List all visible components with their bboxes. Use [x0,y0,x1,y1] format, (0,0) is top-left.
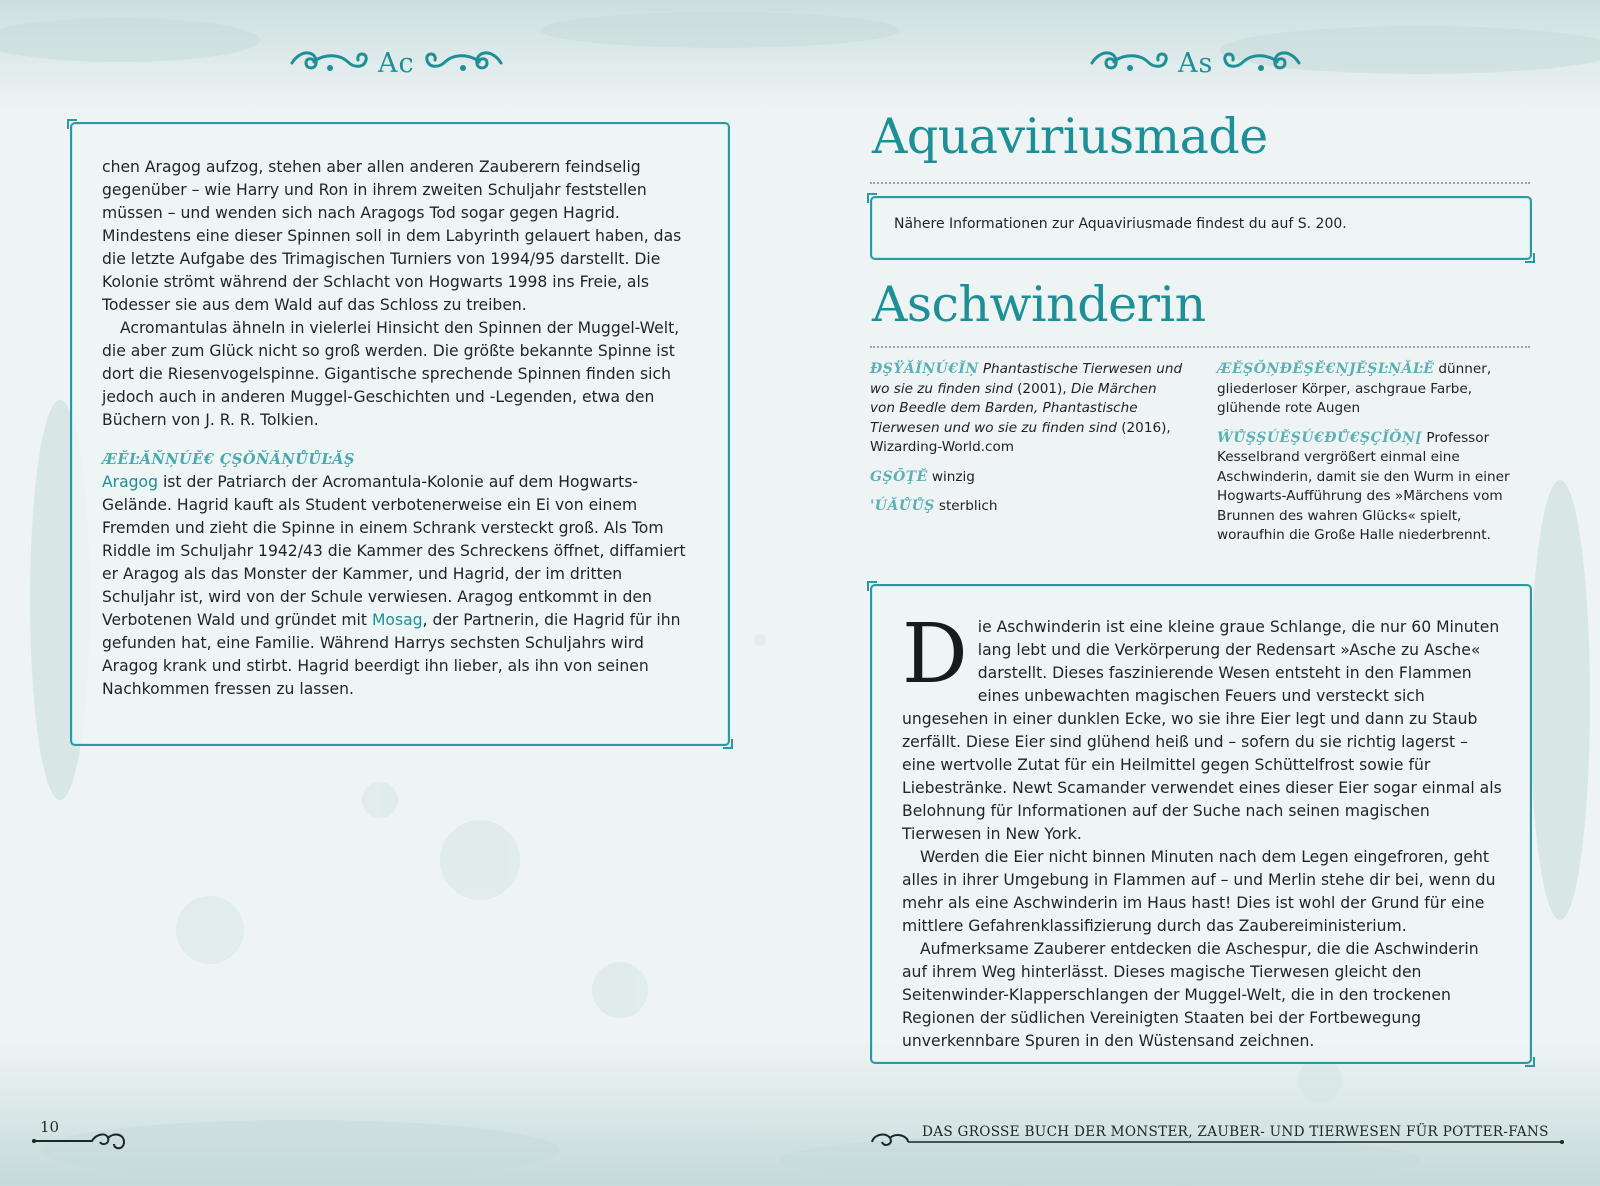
paragraph-text: ie Aschwinderin ist eine kleine graue Schlange, die nur 60 Minuten lang lebt und die Verkörperung der Redensart »Asche zu Asche« darstellt. Dieses faszinierende Wesen entsteht in den Flammen eines unbewachten magischen Feuers und versteckt sich ungesehen in einer dunklen Ecke, wo sie ihre Eier legt und dann zu Staub zerfällt. Diese Eier sind glühend heiß und – sofern du sie richtig lagerst – eine wertvolle Zutat für ein Heilmittel gegen Schüttelfrost sowie für Liebestränke. Newt Scamander verwendet eines dieser Eier sogar einmal als Belohnung für Informationen auf der Suche nach seinen magischen Tierwesen in New York. [902,618,1502,843]
info-label: ÆĔŞŎŅĐĔŞĔ€ŅJĔŞĿŅĂĿĔ [1217,361,1435,377]
note-box [870,196,1532,260]
entry-title-aquaviriusmade: Aquaviriusmade [872,108,1268,165]
paragraph: Aufmerksame Zauberer entdecken die Aschespur, die die Aschwinderin auf ihrem Weg hinterlässt. Dieses magische Tierwesen gleicht den Seitenwinder-Klapperschlangen der Muggel-Welt, die in den trockenen Regionen der südlichen Vereinigten Staaten bei der Fortbewegung unverkennbare Spuren in den Wüstensand zeichnen. [902,940,1479,1050]
folio-flourish-icon [32,1130,128,1152]
info-source-text-2: (2016), Wizarding-World.com [870,419,1171,455]
info-item-appearance [1217,360,1532,419]
paragraph: chen Aragog aufzog, stehen aber allen anderen Zauberern feindselig gegenüber – wie Harry und Ron in ihrem zweiten Schuljahr feststellen müssen – und wenden sich nach Aragogs Tod sogar gegen Hagrid. Mindestens eine dieser Spinnen soll in dem Labyrinth gelauert haben, das die letzte Aufgabe des Trimagischen Turniers von 1994/95 darstellt. Die Kolonie strömt während der Schlacht von Hogwarts 1998 ins Freie, als Todesser sie aus dem Wald auf das Schloss zu treiben. [102,158,682,314]
info-label: 'ÚĂŮŮŞ [870,498,935,514]
book-title-footer: DAS GROSSE BUCH DER MONSTER, ZAUBER- UND TIERWESEN FÜR POTTER-FANS [922,1124,1549,1140]
paragraph-with-dropcap [902,607,1502,846]
section-label: ÆĔĿĂŇŅÚĔ€ ÇŞŎŇĂŅŮŮĿĂŞ [102,451,355,468]
paragraph: Werden die Eier nicht binnen Minuten nach dem Legen eingefroren, geht alles in ihrer Umgebung in Flammen auf – und Merlin stehe dir bei, wenn du mehr als eine Aschwinderin im Haus hast! Dies ist wohl der Grund für eine mittlere Gefahrenklassifizierung durch das Zaubereiministerium. [902,848,1496,935]
info-item-lifespan [870,497,1185,517]
flourish-right-ornament [425,48,503,78]
info-value: sterblich [938,498,998,514]
aragog-paragraph [102,471,698,701]
paragraph: Acromantulas ähneln in vielerlei Hinsicht den Spinnen der Muggel-Welt, die aber zum Glück nicht so groß werden. Die größte bekannte Spinne ist dort die Riesenvogelspinne. Gigantische sprechende Spinnen finden sich jedoch auch in anderen Muggel-Geschichten und -Legenden, etwa den Büchern von J. R. R. Tolkien. [102,319,680,429]
description-box [870,584,1532,1064]
title-divider [870,182,1530,184]
info-item-sources [870,360,1185,458]
flourish-right-ornament [1223,48,1301,78]
info-source-italic: Phantastische Tierwesen und wo sie zu finden sind [870,361,1183,397]
left-text-box [70,122,730,746]
info-column-right [1217,360,1532,556]
flourish-left-ornament [290,48,368,78]
left-body-text [102,156,698,701]
mosag-link[interactable]: Mosag [371,611,423,629]
title-divider [870,346,1530,348]
info-label: ŴŮŞŞÚĔŞÚ€ĐŮ€ŞÇĬŎŅ[ [1217,429,1423,446]
dropcap-letter: D [902,607,968,702]
description-text [902,607,1502,1053]
info-item-size [870,468,1185,488]
flourish-left-ornament [1090,48,1168,78]
info-value: Professor Kesselbrand vergrößert einmal eine Aschwinderin, damit sie den Wurm in einer Hogwarts-Aufführung des »Märchens vom Brunnen des wahren Glücks« spielt, woraufhin die Große Halle niederbrennt. [1217,429,1510,543]
info-column-left [870,360,1185,556]
info-label: GŞŌŢĔ [870,468,928,485]
right-running-head [1090,38,1301,88]
running-head-letters: Ac [378,47,415,79]
note-text: Nähere Informationen zur Aquaviriusmade findest du auf S. 200. [894,216,1347,232]
aragog-link[interactable]: Aragog [102,473,158,491]
running-head-letters: As [1178,47,1214,79]
aragog-text-part-1: ist der Patriarch der Acromantula-Kolonie auf dem Hogwarts-Gelände. Hagrid kauft als Student verbotenerweise ein Ei von einem Fremden und zieht die Spinne in einem Schrank versteckt groß. Als Tom Riddle im Schuljahr 1942/43 die Kammer des Schreckens öffnet, diffamiert er Aragog als das Monster der Kammer, und Hagrid, der im dritten Schuljahr ist, wird von der Schule verwiesen. Aragog entkommt in den Verbotenen Wald und gründet mit [102,473,686,629]
entry-title-aschwinderin: Aschwinderin [872,276,1206,333]
info-source-italic-2: Die Märchen von Beedle dem Barden, Phantastische Tierwesen und wo sie zu finden sind [870,380,1157,436]
info-item-trivia [1217,429,1532,546]
info-value: winzig [931,468,975,485]
info-value: dünner, gliederloser Körper, aschgraue Farbe, glühende rote Augen [1217,361,1492,416]
left-running-head [290,38,503,88]
page-number: 10 [40,1118,60,1136]
info-label: ĐŞŸĂĬŅÚ€ĬŅ [870,361,979,377]
info-source-text: (2001), [1012,380,1071,397]
aragog-text-part-2: , der Partnerin, die Hagrid für ihn gefunden hat, eine Familie. Während Harrys sechsten Schuljahrs wird Aragog krank und stirbt. Hagrid beerdigt ihn lieber, als ihn von seinen Nachkommen fressen zu lassen. [102,611,681,698]
info-columns [870,360,1532,556]
